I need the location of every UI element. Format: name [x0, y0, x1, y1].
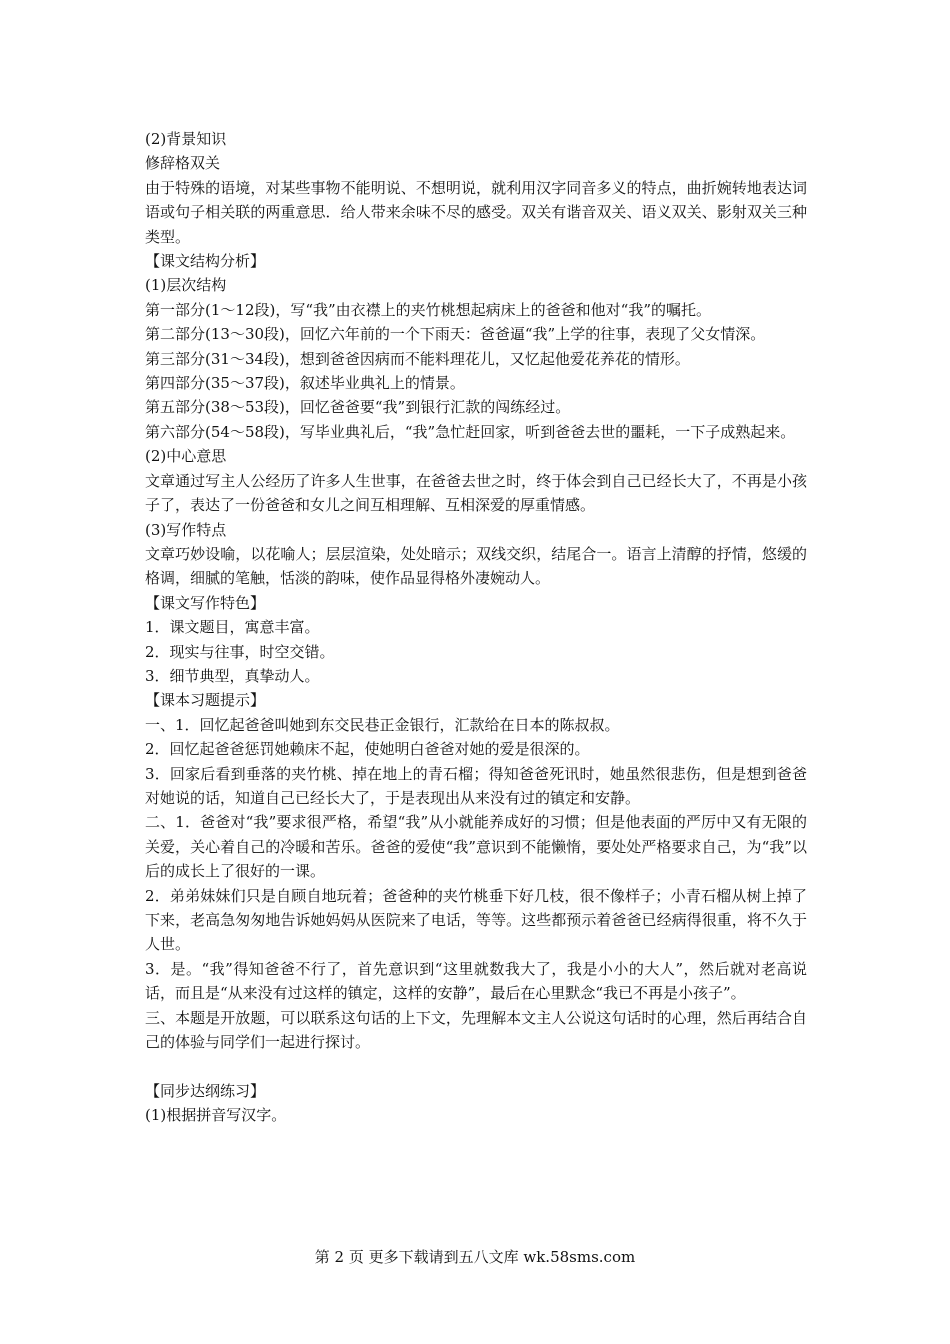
- section-heading: 【课文写作特色】: [145, 593, 266, 612]
- paragraph: 第一部分(1～12段)，写“我”由衣襟上的夹竹桃想起病床上的爸爸和他对“我”的嘱托。: [145, 300, 712, 319]
- paragraph: 一、1．回忆起爸爸叫她到东交民巷正金银行，汇款给在日本的陈叔叔。: [145, 715, 620, 734]
- paragraph: 第五部分(38～53段)，回忆爸爸要“我”到银行汇款的闯练经过。: [145, 398, 571, 417]
- section-heading: 【同步达纲练习】: [145, 1081, 266, 1100]
- paragraph: 文章通过写主人公经历了许多人生世事，在爸爸去世之时，终于体会到自己已经长大了，不再是小孩子了，表达了一份爸爸和女儿之间互相理解、互相深爱的厚重情感。: [145, 471, 807, 515]
- paragraph: 3．细节典型，真挚动人。: [145, 666, 320, 685]
- paragraph: 二、1．爸爸对“我”要求很严格，希望“我”从小就能养成好的习惯；但是他表面的严厉中又有无限的关爱，关心着自己的冷暖和苦乐。爸爸的爱使“我”意识到不能懒惰，要处处严格要求自己，为“我”以后的成长上了很好的一课。: [145, 813, 807, 881]
- paragraph: 3．是。“我”得知爸爸不行了，首先意识到“这里就数我大了，我是小小的大人”，然后就对老高说话，而且是“从来没有过这样的镇定，这样的安静”，最后在心里默念“我已不再是小孩子”。: [145, 959, 807, 1003]
- paragraph: 2．弟弟妹妹们只是自顾自地玩着；爸爸种的夹竹桃垂下好几枝，很不像样子；小青石榴从树上掉了下来，老高急匆匆地告诉她妈妈从医院来了电话，等等。这些都预示着爸爸已经病得很重，将不久于人世。: [145, 886, 807, 954]
- paragraph: 第六部分(54～58段)，写毕业典礼后，“我”急忙赶回家，听到爸爸去世的噩耗，一下子成熟起来。: [145, 422, 796, 441]
- paragraph: 3．回家后看到垂落的夹竹桃、掉在地上的青石榴；得知爸爸死讯时，她虽然很悲伤，但是想到爸爸对她说的话，知道自己已经长大了，于是表现出从来没有过的镇定和安静。: [145, 764, 807, 807]
- paragraph: 第四部分(35～37段)，叙述毕业典礼上的情景。: [145, 374, 465, 393]
- paragraph: 第二部分(13～30段)，回忆六年前的一个下雨天：爸爸逼“我”上学的往事，表现了父女情深。: [145, 325, 766, 344]
- paragraph: (1)根据拼音写汉字。: [145, 1106, 287, 1125]
- paragraph: 文章巧妙设喻，以花喻人；层层渲染，处处暗示；双线交织，结尾合一。语言上清醇的抒情，悠缓的格调，细腻的笔触，恬淡的韵味，使作品显得格外凄婉动人。: [145, 544, 807, 588]
- document-body: [145, 127, 807, 1128]
- paragraph: 2．回忆起爸爸惩罚她赖床不起，使她明白爸爸对她的爱是很深的。: [145, 740, 590, 759]
- paragraph: 第三部分(31～34段)，想到爸爸因病而不能料理花儿，又忆起他爱花养花的情形。: [145, 349, 690, 368]
- paragraph: (2)中心意思: [145, 447, 227, 466]
- section-heading: 【课本习题提示】: [145, 691, 266, 710]
- paragraph: 由于特殊的语境，对某些事物不能明说、不想明说，就利用汉字同音多义的特点，曲折婉转地表达词语或句子相关联的两重意思．给人带来余味不尽的感受。双关有谐音双关、语义双关、影射双关三种类型。: [145, 178, 807, 246]
- blank-line: [145, 1054, 807, 1078]
- paragraph: (2)背景知识: [145, 130, 227, 148]
- paragraph: 三、本题是开放题，可以联系这句话的上下文，先理解本文主人公说这句话时的心理，然后再结合自己的体验与同学们一起进行探讨。: [145, 1008, 807, 1052]
- paragraph: 2．现实与往事，时空交错。: [145, 642, 335, 661]
- page-footer: 第 2 页 更多下载请到五八文库 wk.58sms.com: [314, 1248, 636, 1266]
- paragraph: 1．课文题目，寓意丰富。: [145, 618, 320, 637]
- paragraph: (3)写作特点: [145, 520, 227, 539]
- paragraph: 修辞格双关: [145, 154, 221, 173]
- paragraph: (1)层次结构: [145, 276, 227, 295]
- section-heading: 【课文结构分析】: [145, 252, 266, 271]
